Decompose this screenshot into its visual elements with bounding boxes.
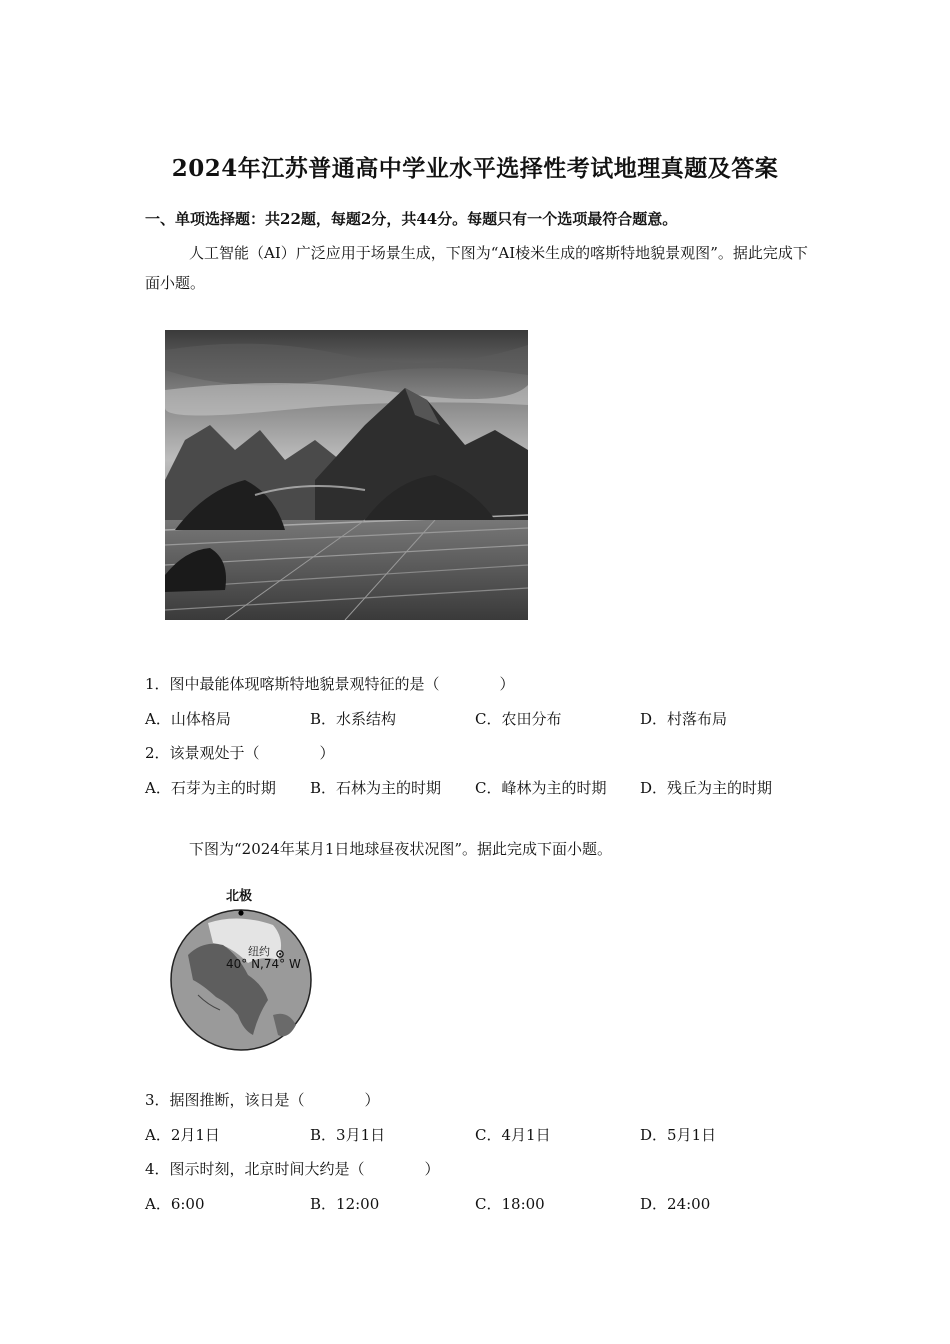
- karst-landscape-illustration: [165, 330, 528, 620]
- question-3-option-c[interactable]: C．4月1日: [475, 1126, 551, 1144]
- intro-paragraph-1: 人工智能（AI）广泛应用于场景生成，下图为“AI棱米生成的喀斯特地貌景观图”。据此完成下面小题。: [145, 244, 808, 292]
- question-4-option-c[interactable]: C．18:00: [475, 1195, 545, 1213]
- question-2-option-b[interactable]: B．石林为主的时期: [310, 779, 442, 797]
- new-york-label: 纽约: [248, 945, 270, 958]
- section-heading: 一、单项选择题：共22题，每题2分，共44分。每题只有一个选项最符合题意。: [145, 210, 678, 228]
- question-4-option-d[interactable]: D．24:00: [640, 1195, 711, 1213]
- question-1-option-a[interactable]: A．山体格局: [145, 710, 231, 728]
- question-3-option-d[interactable]: D．5月1日: [640, 1126, 717, 1144]
- question-2-option-a[interactable]: A．石芽为主的时期: [145, 779, 276, 797]
- question-1-stem: 1．图中最能体现喀斯特地貌景观特征的是（ ）: [145, 675, 515, 693]
- question-1-option-b[interactable]: B．水系结构: [310, 710, 397, 728]
- karst-landscape-image: [165, 330, 528, 620]
- question-1-option-d[interactable]: D．村落布局: [640, 710, 728, 728]
- question-2-option-c[interactable]: C．峰林为主的时期: [475, 779, 607, 797]
- question-3-option-a[interactable]: A．2月1日: [145, 1126, 220, 1144]
- question-4-option-b[interactable]: B．12:00: [310, 1195, 380, 1213]
- intro-paragraph-2: 下图为“2024年某月1日地球昼夜状况图”。据此完成下面小题。: [189, 840, 613, 858]
- page-title: 2024年江苏普通高中学业水平选择性考试地理真题及答案: [171, 155, 779, 182]
- question-3-stem: 3．据图推断，该日是（ ）: [145, 1091, 380, 1109]
- question-3-option-b[interactable]: B．3月1日: [310, 1126, 386, 1144]
- north-pole-marker: [238, 910, 243, 915]
- day-night-globe-figure: [168, 885, 318, 1055]
- new-york-coordinates: 40° N,74° W: [226, 957, 301, 971]
- question-4-option-a[interactable]: A．6:00: [145, 1195, 205, 1213]
- north-pole-label: 北极: [226, 889, 253, 904]
- question-1-option-c[interactable]: C．农田分布: [475, 710, 562, 728]
- question-2-option-d[interactable]: D．残丘为主的时期: [640, 779, 773, 797]
- question-2-stem: 2．该景观处于（ ）: [145, 744, 335, 762]
- question-4-stem: 4．图示时刻，北京时间大约是（ ）: [145, 1160, 440, 1178]
